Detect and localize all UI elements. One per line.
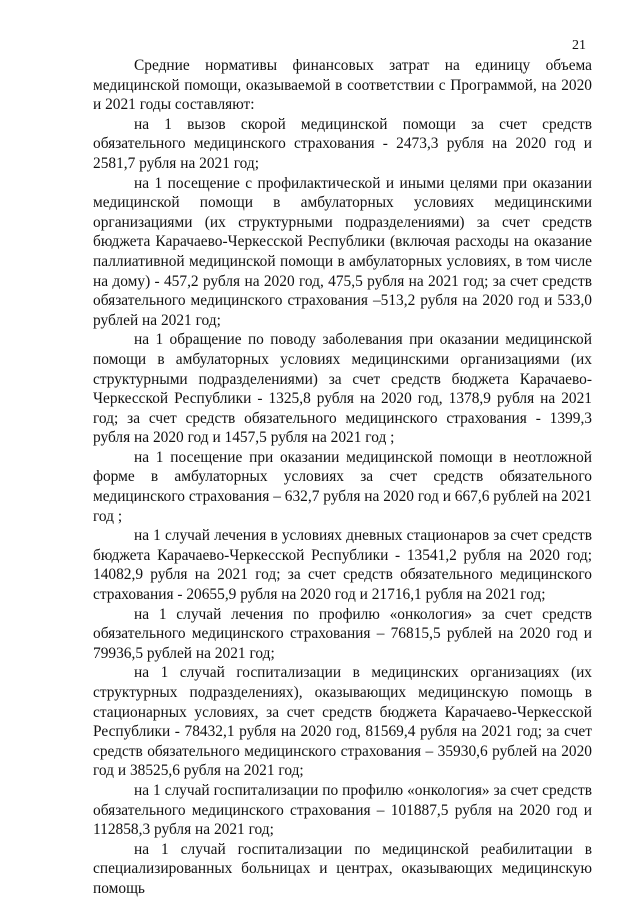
paragraph-ambulance-call: на 1 вызов скорой медицинской помощи за счет средств обязательного медицинского страхования - 2473,3 рубля на 2020 год и 2581,7 рубля на 2021 год; — [93, 115, 592, 172]
paragraph-oncology-hospitalization: на 1 случай госпитализации по профилю «онкология» за счет средств обязательного медицинского страхования – 101887,5 рубля на 2020 год и 112858,3 рубля на 2021 год; — [93, 781, 592, 839]
paragraph-oncology-treatment: на 1 случай лечения по профилю «онкология» за счет средств обязательного медицинского страхования – 76815,5 рублей на 2020 год и 79936,5 рублей на 2021 год; — [93, 605, 592, 662]
paragraph-day-hospital: на 1 случай лечения в условиях дневных стационаров за счет средств бюджета Карачаево-Черкесской Республики - 13541,2 рубля на 2020 год; 14082,9 рубля на 2021 год; за счет средств обязательного медицинского страхования - 20655,9 рубля на 2020 год и 21716,1 рубля на 2021 год; — [93, 527, 592, 604]
paragraph-rehabilitation: на 1 случай госпитализации по медицинской реабилитации в специализированных больницах и центрах, оказывающих медицинскую помощь — [93, 840, 592, 897]
paragraph-urgent-visit: на 1 посещение при оказании медицинской помощи в неотложной форме в амбулаторных условиях за счет средств обязательного медицинского страхования – 632,7 рубля на 2020 год и 667,6 рублей на 2021 год ; — [93, 448, 592, 525]
paragraph-preventive-visit: на 1 посещение с профилактической и иными целями при оказании медицинской помощи в амбулаторных условиях медицинскими организациями (их структурными подразделениями) за счет средств бюджета Карачаево-Черкесской Республики (включая расходы на оказание паллиативной медицинской помощи в амбулаторных условиях, в том числе на дому) - 457,2 рубля на 2020 год, 475,5 рубля на 2021 год; за счет средств обязательного медицинского страхования –513,2 рубля на 2020 год и 533,0 рублей на 2021 год; — [93, 174, 592, 329]
paragraph-intro: Средние нормативы финансовых затрат на единицу объема медицинской помощи, оказываемой в соответствии с Программой, на 2020 и 2021 годы составляют: — [93, 57, 592, 114]
paragraph-hospitalization: на 1 случай госпитализации в медицинских организациях (их структурных подразделениях), оказывающих медицинскую помощь в стационарных условиях, за счет средств бюджета Карачаево-Черкесской Республики - 78432,1 рубля на 2020 год, 81569,4 рубля на 2021 год; за счет средств обязательного медицинского страхования – 35930,6 рублей на 2020 год и 38525,6 рубля на 2021 год; — [93, 664, 592, 780]
page-number: 21 — [572, 38, 586, 53]
document-body — [93, 56, 592, 899]
paragraph-disease-appeal: на 1 обращение по поводу заболевания при оказании медицинской помощи в амбулаторных условиях медицинскими организациями (их структурными подразделениями) за счет средств бюджета Карачаево-Черкесской Республики - 1325,8 рубля на 2020 год, 1378,9 рубля на 2021 год; за счет средств обязательного медицинского страхования - 1399,3 рубля на 2020 год и 1457,5 рубля на 2021 год ; — [93, 331, 592, 447]
